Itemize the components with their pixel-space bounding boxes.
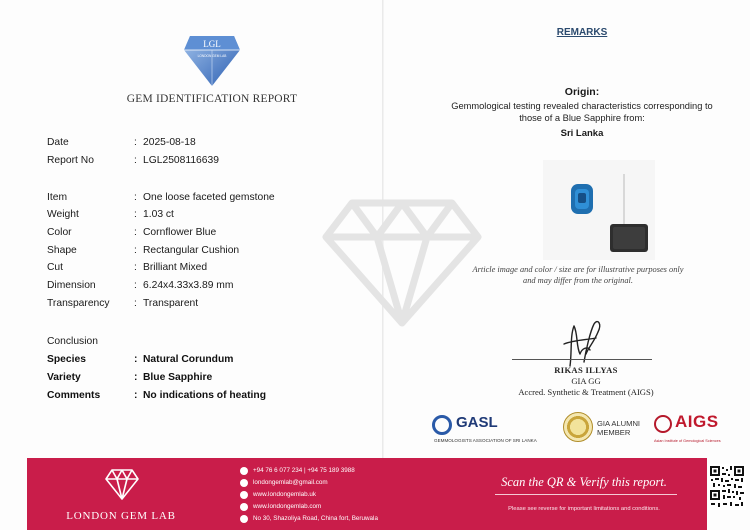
conclusion-label: Variety bbox=[47, 372, 81, 383]
conclusion-heading-text: Conclusion bbox=[47, 336, 98, 347]
contact-item[interactable] bbox=[240, 465, 410, 477]
detail-separator: : bbox=[134, 155, 137, 166]
reverse-note: Please see reverse for important limitations and conditions. bbox=[508, 506, 660, 512]
contact-item[interactable] bbox=[240, 489, 410, 501]
photo-disclaimer: Article image and color / size are for illustrative purposes only and may differ from the original. bbox=[472, 265, 684, 285]
conclusion-value: No indications of heating bbox=[143, 390, 266, 401]
location-icon bbox=[240, 515, 248, 523]
detail-value: LGL2508116639 bbox=[143, 155, 219, 166]
email-icon bbox=[240, 479, 248, 487]
conclusion-label: Comments bbox=[47, 390, 101, 401]
contact-text: londongemlab@gmail.com bbox=[253, 479, 328, 486]
origin-title: Origin: bbox=[564, 86, 600, 98]
globe-icon bbox=[240, 491, 248, 499]
gia-alumni-logo bbox=[563, 412, 651, 446]
detail-label: Item bbox=[47, 192, 68, 203]
footer-brand: LONDON GEM LAB bbox=[66, 510, 176, 522]
signer-block bbox=[486, 365, 686, 398]
detail-label: Cut bbox=[47, 262, 64, 273]
detail-separator: : bbox=[134, 192, 137, 203]
qr-verify-banner: Scan the QR & Verify this report. bbox=[501, 475, 667, 489]
conclusion-value: Natural Corundum bbox=[143, 354, 234, 365]
detail-label: Shape bbox=[47, 245, 77, 256]
signature-line bbox=[512, 359, 652, 360]
signature bbox=[550, 318, 610, 370]
footer-banner bbox=[27, 458, 707, 530]
aigs-subtitle: Asian Institute of Gemological Sciences bbox=[654, 439, 721, 443]
conclusion-value: Blue Sapphire bbox=[143, 372, 213, 383]
conclusion-separator: : bbox=[134, 372, 138, 383]
conclusion-separator: : bbox=[134, 354, 138, 365]
detail-label: Transparency bbox=[47, 298, 110, 309]
signer-accreditation: Accred. Synthetic & Treatment (AIGS) bbox=[518, 387, 654, 397]
contact-text: +94 76 6 077 234 | +94 75 189 3988 bbox=[253, 467, 355, 474]
detail-value: 6.24x4.33x3.89 mm bbox=[143, 280, 234, 291]
conclusion-separator: : bbox=[134, 390, 138, 401]
gia-seal-icon bbox=[563, 412, 593, 442]
signer-name: RIKAS ILLYAS bbox=[554, 365, 618, 375]
svg-text:LGL: LGL bbox=[203, 39, 221, 49]
detail-label: Weight bbox=[47, 209, 79, 220]
detail-separator: : bbox=[134, 262, 137, 273]
gemstone-photo bbox=[543, 160, 655, 260]
detail-value: 2025-08-18 bbox=[143, 137, 196, 148]
aigs-name: AIGS bbox=[675, 412, 719, 431]
aigs-logo bbox=[654, 412, 738, 446]
gasl-mark-icon bbox=[432, 415, 452, 435]
qr-banner-rule bbox=[495, 494, 677, 495]
detail-separator: : bbox=[134, 227, 137, 238]
contact-text: www.londongemlab.uk bbox=[253, 491, 317, 498]
detail-label: Report No bbox=[47, 155, 94, 166]
origin-text: Gemmological testing revealed characteristics corresponding to those of a Blue Sapphire from: bbox=[451, 101, 713, 123]
detail-value: 1.03 ct bbox=[143, 209, 174, 220]
diamond-watermark-icon bbox=[322, 197, 482, 327]
contact-item[interactable] bbox=[240, 477, 410, 489]
phone-icon bbox=[240, 467, 248, 475]
svg-text:LONDON GEM LAB: LONDON GEM LAB bbox=[197, 54, 227, 58]
detail-separator: : bbox=[134, 137, 137, 148]
detail-separator: : bbox=[134, 280, 137, 291]
detail-label: Date bbox=[47, 137, 69, 148]
contact-text: www.londongemlab.com bbox=[253, 503, 322, 510]
contact-text: No 30, Shazoliya Road, China fort, Beruwala bbox=[253, 515, 378, 522]
contact-list bbox=[240, 465, 410, 525]
london-gem-lab-logo-icon bbox=[182, 30, 242, 88]
detail-value: Rectangular Cushion bbox=[143, 245, 240, 256]
detail-separator: : bbox=[134, 298, 137, 309]
globe-icon bbox=[240, 503, 248, 511]
detail-separator: : bbox=[134, 245, 137, 256]
report-title: GEM IDENTIFICATION REPORT bbox=[126, 93, 298, 105]
conclusion-label: Species bbox=[47, 354, 86, 365]
signer-credential: GIA GG bbox=[571, 376, 601, 386]
detail-label: Dimension bbox=[47, 280, 96, 291]
detail-value: Cornflower Blue bbox=[143, 227, 217, 238]
aigs-ring-icon bbox=[654, 415, 672, 433]
gia-line1: GIA ALUMNI bbox=[597, 419, 641, 428]
footer-diamond-icon bbox=[104, 467, 140, 501]
detail-value: Brilliant Mixed bbox=[143, 262, 208, 273]
contact-item[interactable] bbox=[240, 513, 410, 525]
detail-value: Transparent bbox=[143, 298, 199, 309]
origin-country: Sri Lanka bbox=[560, 128, 604, 139]
contact-item[interactable] bbox=[240, 501, 410, 513]
remarks-heading: REMARKS bbox=[556, 27, 608, 38]
gasl-subtitle: GEMMOLOGISTS ASSOCIATION OF SRI LANKA bbox=[434, 438, 537, 443]
detail-value: One loose faceted gemstone bbox=[143, 192, 275, 203]
gasl-name: GASL bbox=[456, 414, 498, 431]
gia-line2: MEMBER bbox=[597, 428, 631, 437]
qr-code-icon[interactable] bbox=[708, 464, 746, 510]
gasl-logo bbox=[432, 411, 544, 445]
detail-label: Color bbox=[47, 227, 72, 238]
detail-separator: : bbox=[134, 209, 137, 220]
